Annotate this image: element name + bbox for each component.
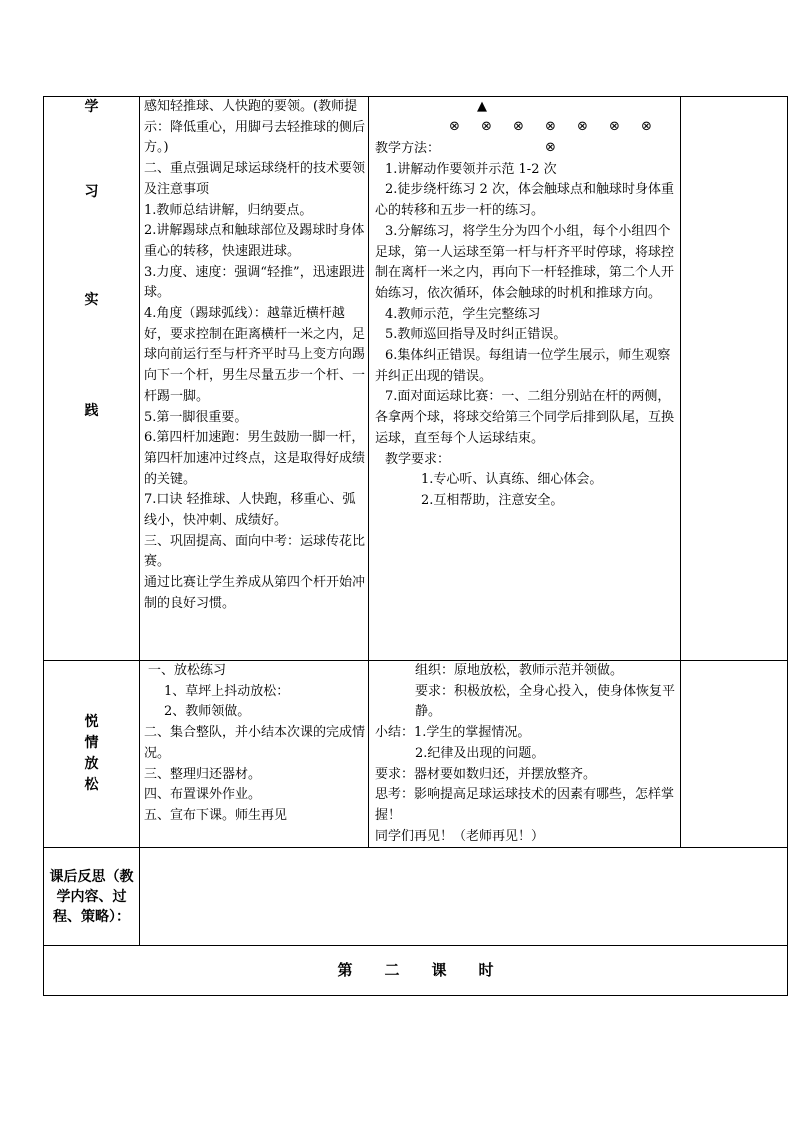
peg-icon: ⊗ bbox=[513, 119, 524, 134]
content-line: 5.第一脚很重要。 bbox=[144, 409, 248, 425]
section-char: 情 bbox=[84, 735, 99, 752]
content-line: 2、教师领做。 bbox=[164, 704, 251, 720]
section-char: 放 bbox=[84, 756, 99, 773]
section-label-practice bbox=[44, 97, 140, 661]
content-line: 6.第四杆加速跑：男生鼓励一脚一杆，第四杆加速冲过终点，这是取得好成绩的关键。 bbox=[144, 430, 366, 487]
content-line: 感知轻推球、人快跑的要领。(教师提示：降低重心，用脚弓去轻推球的侧后方。) bbox=[144, 99, 366, 156]
section-char: 悦 bbox=[84, 714, 99, 731]
footer-char: 第 bbox=[337, 961, 353, 980]
content-line: 四、布置课外作业。 bbox=[144, 787, 262, 803]
footer-char: 二 bbox=[384, 961, 400, 980]
org-line: 小结：1.学生的掌握情况。 bbox=[375, 725, 531, 741]
practice-row bbox=[44, 97, 788, 661]
lesson-plan-table bbox=[43, 96, 788, 996]
section-label-relax bbox=[44, 661, 140, 848]
section-char: 松 bbox=[84, 777, 99, 794]
content-line: 五、宣布下课。师生再见 bbox=[144, 807, 288, 823]
content-line: 通过比赛让学生养成从第四个杆开始冲制的良好习惯。 bbox=[144, 575, 366, 611]
lesson-period-title bbox=[44, 946, 788, 996]
org-line: 2.互相帮助，注意安全。 bbox=[421, 492, 564, 508]
content-line: 1.教师总结讲解，归纳要点。 bbox=[144, 202, 313, 218]
org-line: 2.徒步绕杆练习 2 次，体会触球点和触球时身体重心的转移和五步一杆的练习。 bbox=[375, 182, 674, 219]
footer-char: 课 bbox=[431, 961, 447, 980]
content-line: 一、放松练习 bbox=[148, 663, 227, 678]
reflection-label: 课后反思（教学内容、过程、策略）： bbox=[44, 848, 140, 946]
section-char: 践 bbox=[84, 403, 99, 420]
peg-icon: ⊗ bbox=[609, 119, 620, 134]
org-line: 1.专心听、认真练、细心体会。 bbox=[421, 472, 603, 488]
peg-icon: ⊗ bbox=[481, 119, 492, 134]
peg-icon: ⊗ bbox=[545, 119, 556, 134]
org-line: 5.教师巡回指导及时纠正错误。 bbox=[385, 327, 567, 343]
practice-content bbox=[140, 97, 369, 661]
peg-icon: ⊗ bbox=[545, 139, 556, 155]
reflection-row bbox=[44, 848, 788, 946]
org-line: 4.教师示范，学生完整练习 bbox=[385, 306, 541, 322]
content-line: 2.讲解踢球点和触球部位及踢球时身体重心的转移，快速跟进球。 bbox=[144, 223, 365, 259]
footer-row bbox=[44, 946, 788, 996]
content-line: 二、重点强调足球运球绕杆的技术要领及注意事项 bbox=[144, 161, 366, 197]
peg-icon: ⊗ bbox=[577, 119, 588, 134]
relax-row bbox=[44, 661, 788, 848]
notes-cell bbox=[681, 97, 788, 661]
peg-icon: ⊗ bbox=[449, 119, 460, 134]
content-line: 3.力度、速度：强调“轻推”，迅速跟进球。 bbox=[144, 264, 365, 301]
footer-char: 时 bbox=[478, 961, 494, 980]
section-char: 实 bbox=[84, 292, 99, 309]
relax-organization bbox=[369, 661, 681, 848]
section-char: 学 bbox=[84, 99, 99, 115]
org-line: 3.分解练习，将学生分为四个小组，每个小组四个足球，第一人运球至第一杆与杆齐平时停球，将球控制在离杆一米之内，再向下一杆轻推球，第二个人开始练习，依次循环，体会触球的时机和推球方向。 bbox=[375, 223, 675, 301]
org-line: 1.讲解动作要领并示范 1-2 次 bbox=[385, 161, 557, 177]
section-char: 习 bbox=[84, 183, 99, 200]
notes-cell bbox=[681, 661, 788, 848]
content-line: 7.口诀 轻推球、人快跑，移重心、弧线小，快冲刺、成绩好。 bbox=[144, 492, 356, 529]
org-line: 组织：原地放松，教师示范并领做。 bbox=[415, 663, 624, 678]
peg-row bbox=[425, 117, 676, 158]
content-line: 二、集合整队，并小结本次课的完成情况。 bbox=[144, 725, 366, 761]
method-heading: 教学方法： bbox=[375, 141, 441, 156]
org-line: 思考：影响提高足球运球技术的因素有哪些，怎样掌握！ bbox=[375, 787, 675, 823]
content-line: 三、巩固提高、面向中考：运球传花比赛。 bbox=[144, 533, 366, 570]
reflection-content bbox=[140, 848, 788, 946]
org-line: 要求：器材要如数归还，并摆放整齐。 bbox=[375, 766, 597, 782]
org-line: 要求：积极放松，全身心投入，使身体恢复平静。 bbox=[415, 683, 676, 720]
org-line: 同学们再见！（老师再见！） bbox=[375, 828, 545, 844]
content-line: 4.角度（踢球弧线）：越靠近横杆越好，要求控制在距离横杆一米之内，足球向前运行至与杆齐平时马上变方向踢向下一个杆，男生尽量五步一个杆、一杆踢一脚。 bbox=[144, 306, 366, 404]
org-line: 2.纪律及出现的问题。 bbox=[415, 745, 545, 761]
practice-organization bbox=[369, 97, 681, 661]
org-line: 7.面对面运球比赛：一、二组分别站在杆的两侧，各拿两个球，将球交给第三个同学后排到队尾，互换运球，直至每个人运球结束。 bbox=[375, 389, 675, 446]
relax-content bbox=[140, 661, 369, 848]
triangle-icon: ▲ bbox=[477, 99, 487, 114]
content-line: 三、整理归还器材。 bbox=[144, 766, 262, 782]
requirements-heading: 教学要求： bbox=[385, 451, 451, 467]
content-line: 1、草坪上抖动放松： bbox=[164, 683, 290, 699]
peg-icon: ⊗ bbox=[641, 119, 652, 134]
org-line: 6.集体纠正错误。每组请一位学生展示，师生观察并纠正出现的错误。 bbox=[375, 348, 671, 384]
